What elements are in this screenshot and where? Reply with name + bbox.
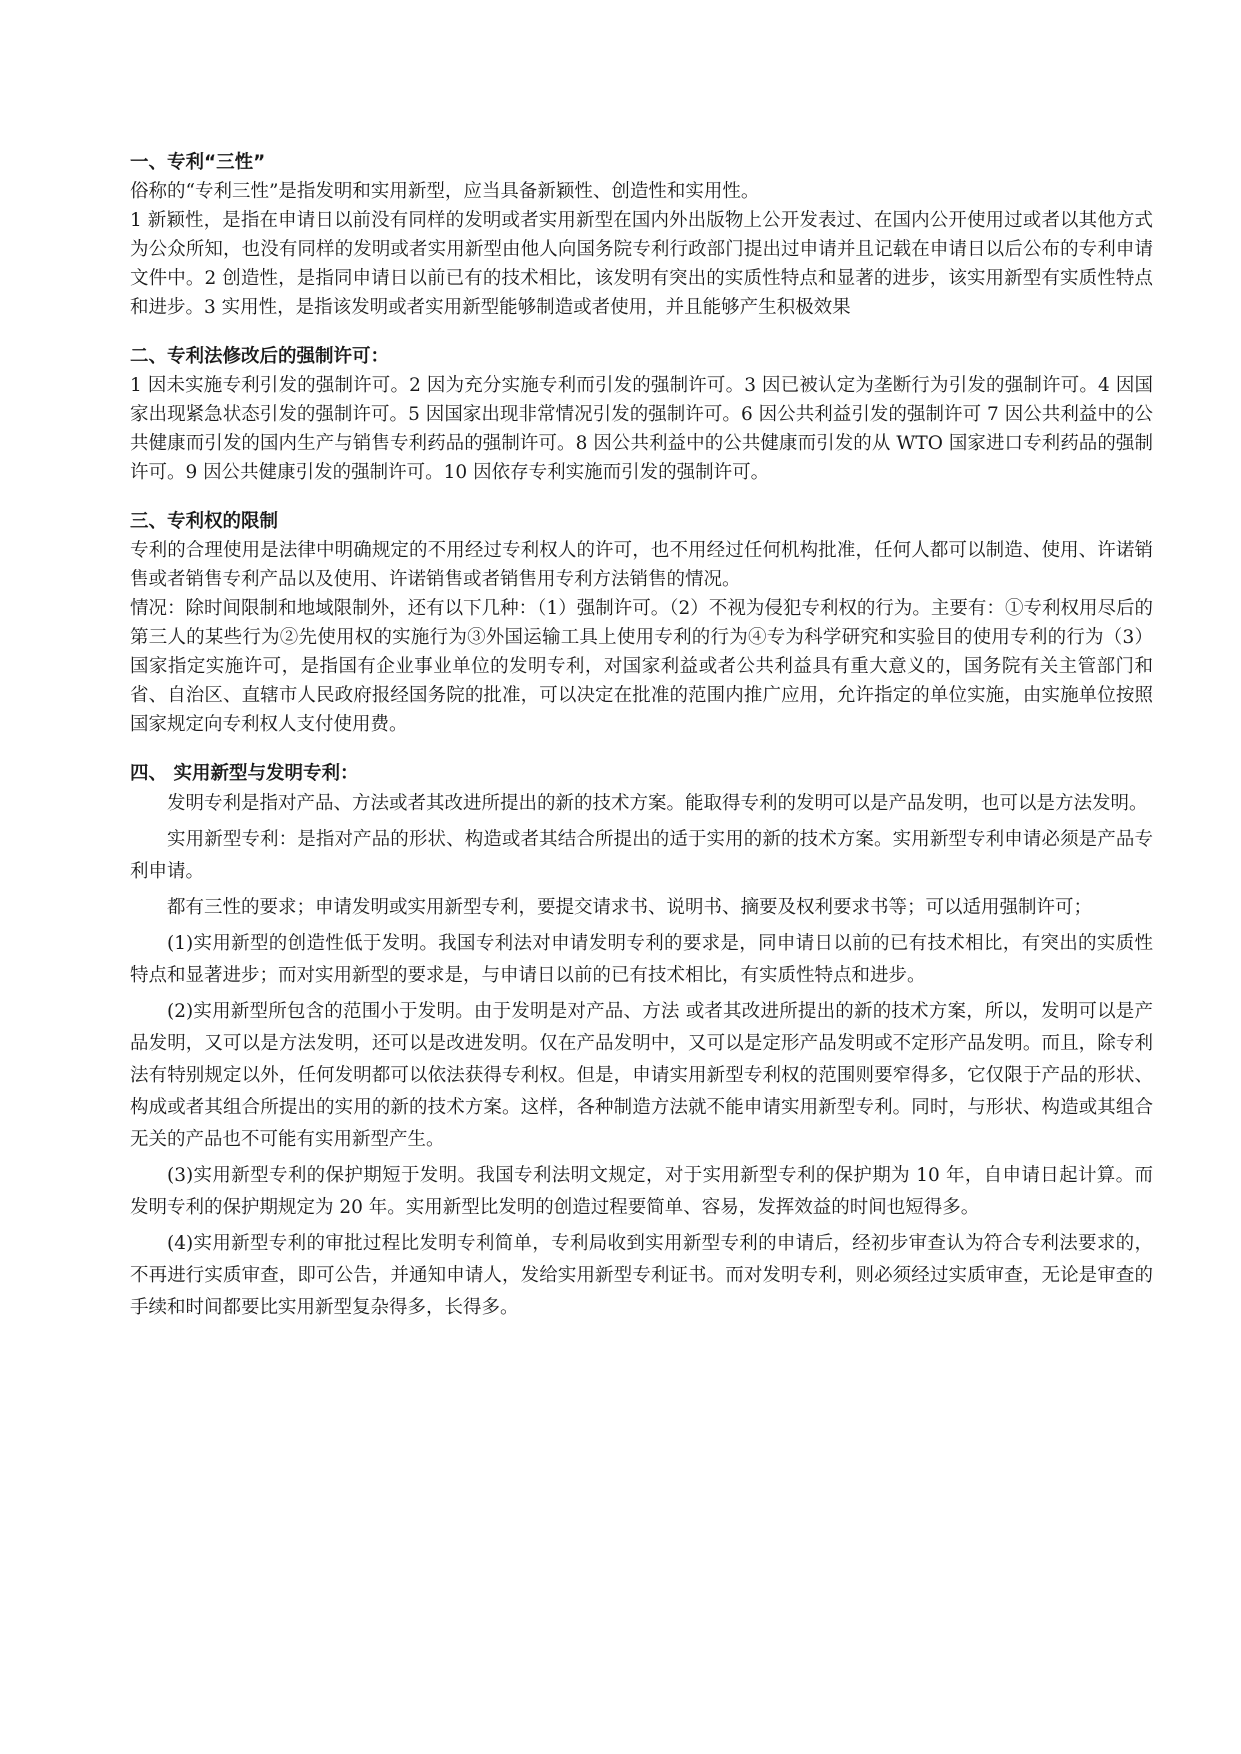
section-title: 二、专利法修改后的强制许可： xyxy=(130,346,390,367)
paragraph: 1 新颖性，是指在申请日以前没有同样的发明或者实用新型在国内外出版物上公开发表过、在国内公开使用过或者以其他方式为公众所知，也没有同样的发明或者实用新型由他人向国务院专利行政部门提出过申请并且记载在申请日以后公布的专利申请文件中。2 创造性，是指同申请日以前已有的技术相比，该发明有突出的实质性特点和显著的进步，该实用新型有实质性特点和进步。3 实用性，是指该发明或者实用新型能够制造或者使用，并且能够产生积极效果 xyxy=(130,210,1153,318)
section-patent-three-properties xyxy=(130,148,1153,322)
section-compulsory-license xyxy=(130,342,1153,487)
paragraph: (1)实用新型的创造性低于发明。我国专利法对申请发明专利的要求是，同申请日以前的已有技术相比，有突出的实质性特点和显著进步；而对实用新型的要求是，与申请日以前的已有技术相比，有实质性特点和进步。 xyxy=(130,933,1153,986)
paragraph: 实用新型专利：是指对产品的形状、构造或者其结合所提出的适于实用的新的技术方案。实用新型专利申请必须是产品专利申请。 xyxy=(130,829,1153,882)
paragraph: (2)实用新型所包含的范围小于发明。由于发明是对产品、方法 或者其改进所提出的新的技术方案，所以，发明可以是产品发明，又可以是方法发明，还可以是改进发明。仅在产品发明中，又可以是定形产品发明或不定形产品发明。而且，除专利法有特别规定以外，任何发明都可以依法获得专利权。但是，申请实用新型专利权的范围则要窄得多，它仅限于产品的形状、构成或者其组合所提出的实用的新的技术方案。这样，各种制造方法就不能申请实用新型专利。同时，与形状、构造或其组合无关的产品也不可能有实用新型产生。 xyxy=(130,1001,1153,1150)
section-title: 一、专利“三性” xyxy=(130,152,266,173)
paragraph: 专利的合理使用是法律中明确规定的不用经过专利权人的许可，也不用经过任何机构批准，任何人都可以制造、使用、许诺销售或者销售专利产品以及使用、许诺销售或者销售用专利方法销售的情况。 xyxy=(130,540,1153,590)
paragraph: 情况：除时间限制和地域限制外，还有以下几种：（1）强制许可。（2）不视为侵犯专利权的行为。主要有：①专利权用尽后的第三人的某些行为②先使用权的实施行为③外国运输工具上使用专利的行为④专为科学研究和实验目的使用专利的行为（3）国家指定实施许可，是指国有企业事业单位的发明专利，对国家利益或者公共利益具有重大意义的，国务院有关主管部门和省、自治区、直辖市人民政府报经国务院的批准，可以决定在批准的范围内推广应用，允许指定的单位实施，由实施单位按照国家规定向专利权人支付使用费。 xyxy=(130,598,1153,735)
paragraph: 发明专利是指对产品、方法或者其改进所提出的新的技术方案。能取得专利的发明可以是产品发明，也可以是方法发明。 xyxy=(167,793,1148,814)
paragraph: 俗称的“专利三性”是指发明和实用新型，应当具备新颖性、创造性和实用性。 xyxy=(130,181,760,202)
paragraph: 都有三性的要求；申请发明或实用新型专利，要提交请求书、说明书、摘要及权利要求书等；可以适用强制许可； xyxy=(167,897,1093,918)
section-patent-right-limits xyxy=(130,507,1153,739)
paragraph: 1 因未实施专利引发的强制许可。2 因为充分实施专利而引发的强制许可。3 因已被认定为垄断行为引发的强制许可。4 因国家出现紧急状态引发的强制许可。5 因国家出现非常情况引发的强制许可。6 因公共利益引发的强制许可 7 因公共利益中的公共健康而引发的国内生产与销售专利药品的强制许可。8 因公共利益中的公共健康而引发的从 WTO 国家进口专利药品的强制许可。9 因公共健康引发的强制许可。10 因依存专利实施而引发的强制许可。 xyxy=(130,375,1153,483)
paragraph: (4)实用新型专利的审批过程比发明专利简单，专利局收到实用新型专利的申请后，经初步审查认为符合专利法要求的，不再进行实质审查，即可公告，并通知申请人，发给实用新型专利证书。而对发明专利，则必须经过实质审查，无论是审查的手续和时间都要比实用新型复杂得多，长得多。 xyxy=(130,1233,1153,1318)
paragraph: (3)实用新型专利的保护期短于发明。我国专利法明文规定，对于实用新型专利的保护期为 10 年，自申请日起计算。而发明专利的保护期规定为 20 年。实用新型比发明的创造过程要简单、容易，发挥效益的时间也短得多。 xyxy=(130,1165,1153,1218)
section-utility-model-vs-invention xyxy=(130,759,1153,1324)
section-title: 四、 实用新型与发明专利： xyxy=(130,763,359,784)
section-title: 三、专利权的限制 xyxy=(130,511,279,532)
